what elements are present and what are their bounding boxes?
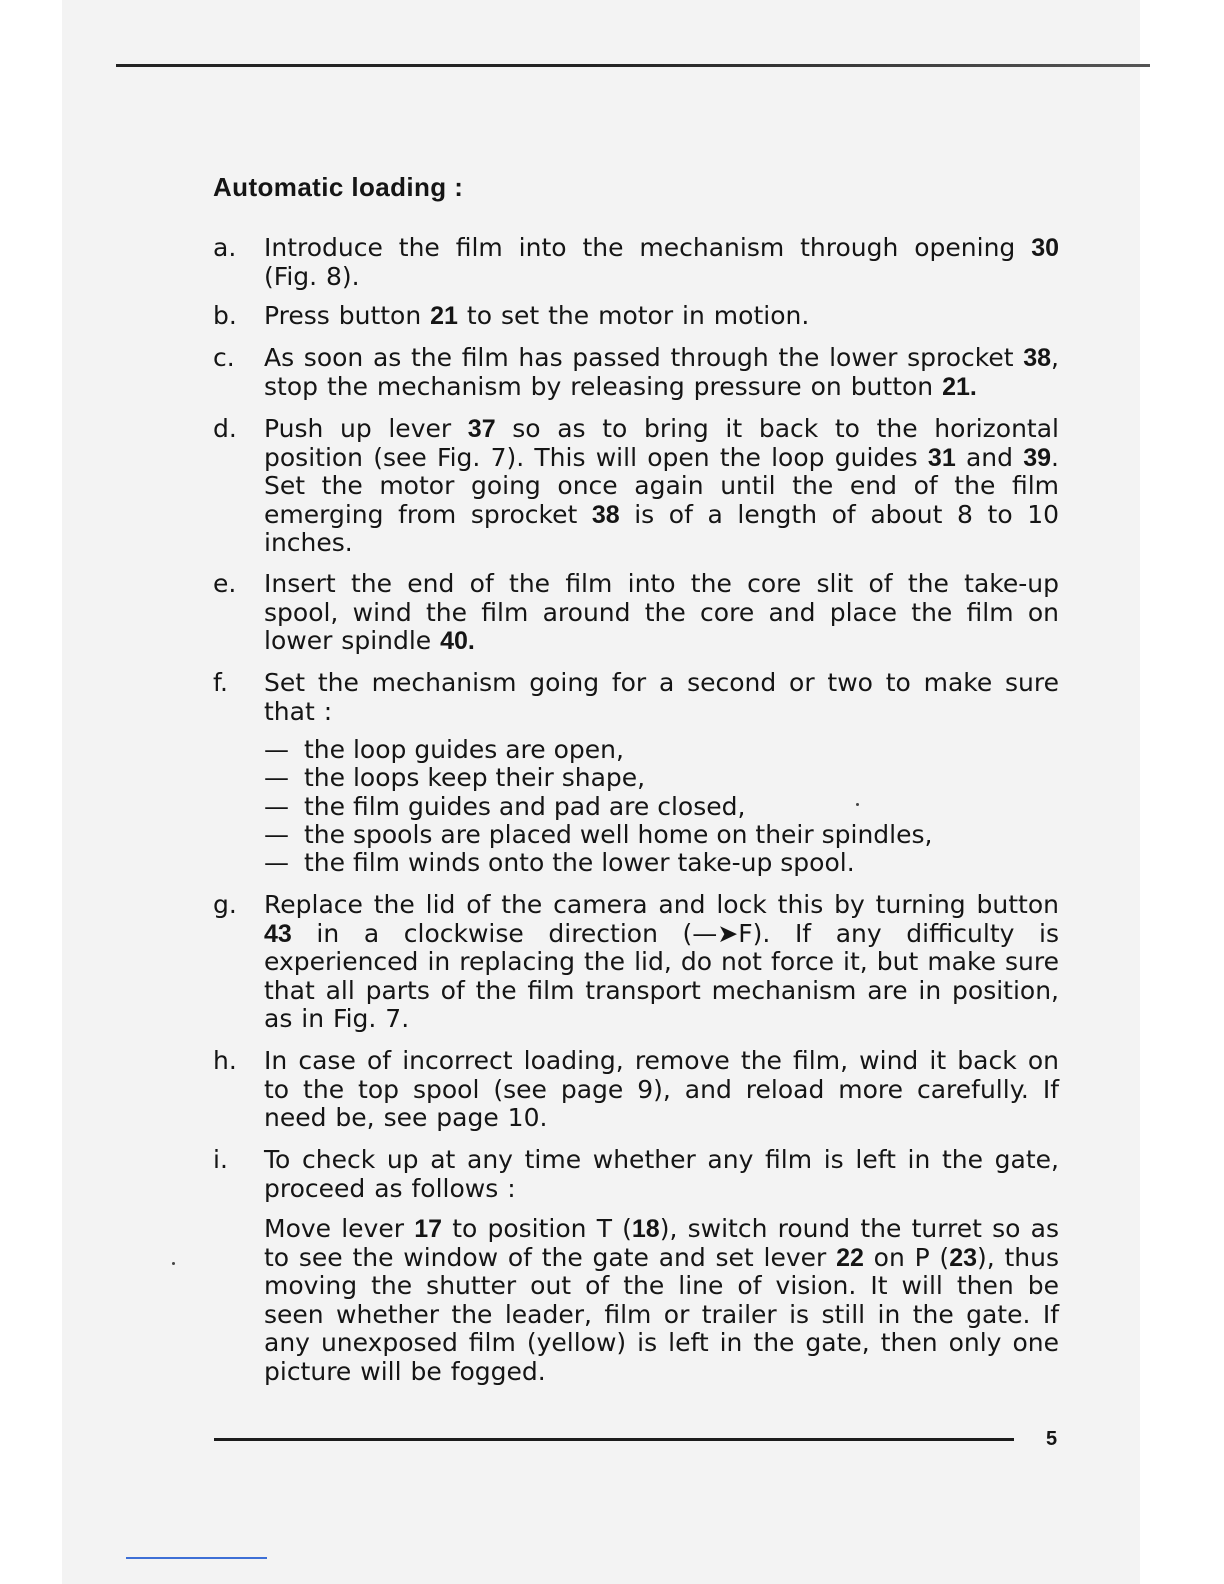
part-number: 21 bbox=[430, 302, 458, 330]
text-run: to position T ( bbox=[442, 1214, 632, 1243]
part-number: 40. bbox=[440, 627, 475, 655]
scan-speck bbox=[856, 803, 859, 806]
dash-marker: — bbox=[264, 819, 289, 849]
part-number: 43 bbox=[264, 919, 292, 948]
text-run: is of a length of about 8 to 10 inches. bbox=[264, 499, 1060, 557]
dash-marker: — bbox=[264, 763, 289, 793]
text-run: In case of incorrect loading, remove the film, wind it back on to the top spool (see page 9), and reload more carefully. If need be, see page 10. bbox=[264, 1046, 1059, 1132]
step-text bbox=[264, 1146, 1059, 1203]
top-rule bbox=[116, 64, 1150, 67]
text-run: on P ( bbox=[863, 1242, 950, 1272]
step-text bbox=[264, 891, 1059, 1034]
step-i bbox=[213, 1146, 1059, 1203]
page-number: 5 bbox=[1046, 1428, 1058, 1450]
text-run: Push up lever bbox=[264, 414, 468, 443]
step-d bbox=[213, 415, 1059, 558]
text-run: Introduce the film into the mechanism through opening bbox=[264, 233, 1032, 262]
dash-marker: — bbox=[264, 848, 289, 878]
step-letter: b. bbox=[213, 301, 237, 330]
text-run: Move lever bbox=[264, 1214, 415, 1243]
text-run: Replace the lid of the camera and lock this by turning button bbox=[264, 890, 1059, 919]
step-letter: f. bbox=[213, 668, 228, 697]
step-f bbox=[213, 669, 1059, 726]
part-number: 38 bbox=[1023, 344, 1052, 372]
part-number: 17 bbox=[414, 1215, 443, 1243]
step-letter: d. bbox=[213, 414, 237, 443]
step-letter: h. bbox=[213, 1046, 237, 1075]
blue-rule bbox=[126, 1557, 267, 1559]
checklist-item: — the spools are placed well home on their spindles, bbox=[264, 819, 933, 849]
text-run: (Fig. 8). bbox=[264, 261, 360, 291]
step-text bbox=[264, 234, 1059, 291]
step-h bbox=[213, 1047, 1059, 1133]
step-b bbox=[213, 302, 1059, 331]
text-run: and bbox=[955, 442, 1024, 472]
part-number: 30 bbox=[1031, 234, 1059, 262]
step-text bbox=[264, 570, 1059, 656]
checklist-item: — the film winds onto the lower take-up spool. bbox=[264, 848, 855, 878]
text-run: ), thus moving the shutter out of the line of vision. It will then be seen whether the leader, film or trailer is still in the gate. If any unexposed film (yellow) is left in the gate, then only one picture will be fogged. bbox=[264, 1242, 1059, 1386]
part-number: 39 bbox=[1023, 443, 1052, 472]
text-run: As soon as the film has passed through the lower sprocket bbox=[264, 343, 1024, 372]
scan-speck bbox=[172, 1262, 175, 1265]
step-letter: g. bbox=[213, 890, 237, 919]
step-text bbox=[264, 415, 1059, 558]
text-run: Set the mechanism going for a second or two to make sure that : bbox=[264, 668, 1059, 726]
text-run: in a clockwise direction (—➤F). If any difficulty is experienced in replacing the lid, do not force it, but make sure that all parts of the film transport mechanism are in position, as in Fig. 7. bbox=[264, 918, 1059, 1033]
step-letter: i. bbox=[213, 1145, 228, 1174]
step-letter: a. bbox=[213, 233, 237, 262]
text-run: to set the motor in motion. bbox=[457, 301, 810, 330]
part-number: 31 bbox=[927, 443, 956, 472]
dash-marker: — bbox=[264, 735, 289, 764]
text-run: . Set the motor going once again until the end of the film emerging from sprocket bbox=[264, 442, 1059, 529]
checklist-item: — the loops keep their shape, bbox=[264, 763, 646, 793]
step-a bbox=[213, 234, 1059, 291]
section-heading: Automatic loading : bbox=[213, 172, 464, 202]
step-text bbox=[264, 344, 1059, 401]
text-run: ), switch round the turret so as to see the window of the gate and set lever bbox=[264, 1214, 1060, 1272]
step-g bbox=[213, 891, 1059, 1034]
part-number: 22 bbox=[836, 1243, 864, 1272]
part-number: 23 bbox=[949, 1243, 977, 1272]
bottom-rule bbox=[214, 1438, 1014, 1441]
gate-check-paragraph bbox=[264, 1215, 1059, 1386]
text-run: , stop the mechanism by releasing pressure on button bbox=[264, 343, 1059, 401]
dash-marker: — bbox=[264, 791, 289, 821]
text-run: Insert the end of the film into the core slit of the take-up spool, wind the film around the core and place the film on lower spindle bbox=[264, 569, 1059, 655]
checklist bbox=[264, 736, 1059, 877]
part-number: 38 bbox=[591, 500, 620, 529]
step-e bbox=[213, 570, 1059, 656]
text-run: To check up at any time whether any film is left in the gate, proceed as follows : bbox=[264, 1145, 1059, 1203]
part-number: 18 bbox=[631, 1215, 660, 1243]
checklist-item: — the film guides and pad are closed, bbox=[264, 791, 746, 821]
step-text bbox=[264, 669, 1059, 726]
text-run: so as to bring it back to the horizontal position (see Fig. 7). This will open the loop guides bbox=[264, 414, 1059, 472]
step-letter: c. bbox=[213, 343, 235, 372]
part-number: 37 bbox=[467, 415, 496, 443]
text-run: Press button bbox=[264, 301, 431, 330]
step-text bbox=[264, 302, 1059, 331]
step-text bbox=[264, 1047, 1059, 1133]
step-c bbox=[213, 344, 1059, 401]
part-number: 21. bbox=[942, 372, 977, 401]
checklist-item: — the loop guides are open, bbox=[264, 735, 624, 764]
step-letter: e. bbox=[213, 569, 237, 598]
